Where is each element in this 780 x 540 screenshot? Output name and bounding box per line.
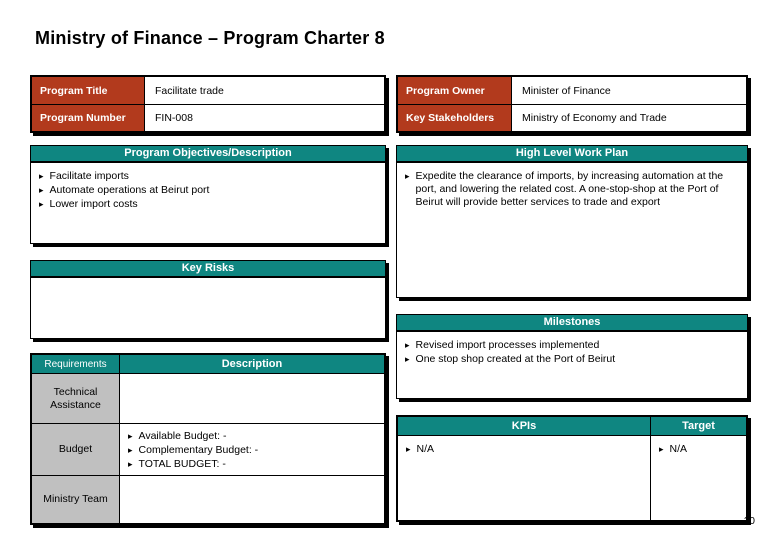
milestones-section (396, 314, 748, 399)
program-info-table (30, 75, 386, 133)
key-risks-section-body (30, 277, 386, 339)
table-row (32, 373, 384, 423)
requirements-table (30, 353, 386, 525)
target-item (659, 443, 738, 456)
kpis-table (396, 415, 748, 522)
target-text: N/A (669, 443, 688, 455)
bullet-icon: ▸ (39, 185, 44, 195)
technical-assistance-description (120, 374, 384, 423)
bullet-icon: ▸ (39, 171, 44, 181)
budget-text: Complementary Budget: - (138, 444, 259, 456)
objective-item (39, 170, 377, 183)
bullet-icon: ▸ (405, 354, 410, 364)
work-plan-text: Expedite the clearance of imports, by increasing automation at the port, and lowering the related cost. A one-stop-shop at the Port of Beirut will provide better services to trade and export (415, 170, 724, 208)
bullet-icon: ▸ (405, 171, 410, 181)
milestone-text: Revised import processes implemented (415, 339, 600, 351)
milestone-item (405, 339, 739, 352)
table-row (398, 77, 746, 104)
bullet-icon: ▸ (39, 199, 44, 209)
objectives-section-header: Program Objectives/Description (30, 145, 386, 162)
budget-item (128, 430, 376, 443)
program-number-label: Program Number (32, 105, 145, 131)
kpi-text: N/A (416, 443, 435, 455)
technical-assistance-label: Technical Assistance (32, 374, 120, 423)
work-plan-section-header: High Level Work Plan (396, 145, 748, 162)
bullet-icon: ▸ (406, 444, 411, 454)
page-number: 20 (743, 516, 755, 527)
table-row (32, 475, 384, 523)
work-plan-section (396, 145, 748, 298)
key-risks-section-header: Key Risks (30, 260, 386, 277)
kpi-item (406, 443, 642, 456)
budget-label: Budget (32, 424, 120, 475)
program-owner-label: Program Owner (398, 77, 512, 104)
target-value-cell (651, 436, 746, 520)
bullet-icon: ▸ (659, 444, 664, 454)
key-stakeholders-value: Ministry of Economy and Trade (522, 112, 667, 124)
work-plan-section-body (396, 162, 748, 298)
page-title: Ministry of Finance – Program Charter 8 (35, 28, 385, 48)
objective-item (39, 184, 377, 197)
program-owner-value: Minister of Finance (522, 84, 611, 97)
program-number-value: FIN-008 (155, 112, 193, 124)
table-row (398, 104, 746, 131)
bullet-icon: ▸ (405, 340, 410, 350)
objectives-section-body (30, 162, 386, 244)
table-row (398, 435, 746, 520)
budget-text: Available Budget: - (138, 430, 227, 442)
milestones-section-header: Milestones (396, 314, 748, 331)
budget-text: TOTAL BUDGET: - (138, 458, 226, 470)
ministry-team-label: Ministry Team (32, 476, 120, 523)
bullet-icon: ▸ (128, 459, 133, 469)
target-column-header: Target (682, 420, 715, 432)
program-title-label: Program Title (32, 77, 145, 104)
objective-text: Lower import costs (49, 198, 138, 210)
bullet-icon: ▸ (128, 431, 133, 441)
work-plan-item (405, 170, 739, 209)
table-row (32, 104, 384, 131)
milestone-text: One stop shop created at the Port of Beirut (415, 353, 616, 365)
kpi-value-cell (398, 436, 651, 520)
key-risks-section (30, 260, 386, 339)
owner-info-table (396, 75, 748, 133)
key-stakeholders-label: Key Stakeholders (398, 105, 512, 131)
milestones-section-body (396, 331, 748, 399)
objective-item (39, 198, 377, 211)
ministry-team-description (120, 476, 384, 523)
table-row (32, 77, 384, 104)
budget-item (128, 458, 376, 471)
bullet-icon: ▸ (128, 445, 133, 455)
objective-text: Facilitate imports (49, 170, 129, 182)
objectives-section (30, 145, 386, 244)
budget-item (128, 444, 376, 457)
milestone-item (405, 353, 739, 366)
kpis-column-header: KPIs (398, 417, 651, 435)
budget-description (120, 424, 384, 475)
program-title-value: Facilitate trade (155, 84, 224, 97)
requirements-column-header: Requirements (32, 355, 120, 373)
table-row (32, 423, 384, 475)
description-column-header: Description (221, 358, 283, 370)
requirements-header-row (32, 355, 384, 373)
kpis-header-row (398, 417, 746, 435)
objective-text: Automate operations at Beirut port (49, 184, 210, 196)
